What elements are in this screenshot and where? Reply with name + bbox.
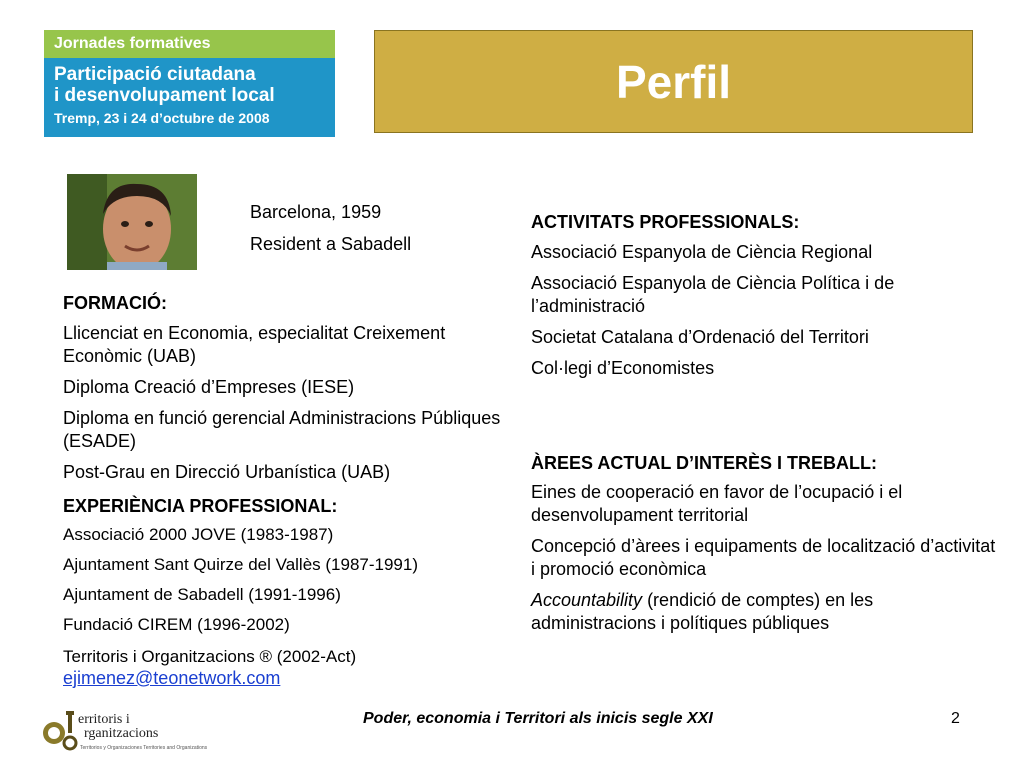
formacio-list — [63, 322, 503, 484]
portrait-icon — [67, 174, 197, 270]
experiencia-heading: EXPERIÈNCIA PROFESSIONAL: — [63, 496, 338, 516]
footer-title: Poder, economia i Territori als inicis segle XXI — [363, 710, 713, 727]
arees-list — [531, 481, 1001, 635]
list-item: Territoris i Organitzacions ® (2002-Act) — [63, 647, 357, 666]
list-item: Associació Espanyola de Ciència Regional — [531, 242, 873, 262]
accountability-term: Accountability — [531, 590, 643, 610]
page-number: 2 — [951, 710, 960, 727]
logo-tagline: Territorios y Organizaciones Territories and Organizations — [80, 745, 208, 751]
list-item: Concepció d’àrees i equipaments de localització d’activitat i promoció econòmica — [531, 536, 996, 579]
page-title: Perfil — [615, 55, 732, 108]
list-item: Diploma Creació d’Empreses (IESE) — [63, 377, 355, 397]
list-item: Ajuntament Sant Quirze del Vallès (1987-1991) — [63, 555, 418, 574]
banner-title-line2: i desenvolupament local — [54, 85, 275, 106]
experiencia-list — [63, 523, 503, 689]
bio-resident: Resident a Sabadell — [250, 234, 412, 254]
activitats-heading: ACTIVITATS PROFESSIONALS: — [531, 212, 800, 232]
list-item: Llicenciat en Economia, especialitat Creixement Econòmic (UAB) — [63, 323, 446, 366]
logo-line2: rganitzacions — [84, 726, 159, 741]
list-item: Associació Espanyola de Ciència Política i de l’administració — [531, 273, 895, 316]
formacio-heading: FORMACIÓ: — [63, 293, 167, 313]
banner-top-label: Jornades formatives — [44, 30, 335, 58]
list-item: Diploma en funció gerencial Administracions Públiques (ESADE) — [63, 408, 501, 451]
bio-born: Barcelona, 1959 — [250, 202, 382, 222]
list-item: Post-Grau en Direcció Urbanística (UAB) — [63, 462, 391, 482]
banner-title — [44, 58, 335, 106]
title-box — [374, 30, 973, 133]
arees-heading: ÀREES ACTUAL D’INTERÈS I TREBALL: — [531, 453, 878, 473]
list-item: Ajuntament de Sabadell (1991-1996) — [63, 585, 341, 604]
list-item: Fundació CIREM (1996-2002) — [63, 615, 290, 634]
organization-logo-icon — [40, 703, 235, 753]
list-item: Societat Catalana d’Ordenació del Territori — [531, 327, 869, 347]
logo-line1: erritoris i — [78, 712, 130, 727]
profile-photo — [67, 174, 197, 270]
banner-date: Tremp, 23 i 24 d’octubre de 2008 — [54, 110, 270, 126]
list-item: Col·legi d’Economistes — [531, 358, 715, 378]
event-banner — [44, 30, 335, 137]
list-item: Eines de cooperació en favor de l’ocupació i el desenvolupament territorial — [531, 482, 903, 525]
email-link[interactable]: ejimenez@teonetwork.com — [63, 668, 281, 688]
list-item: Associació 2000 JOVE (1983-1987) — [63, 525, 334, 544]
banner-title-line1: Participació ciutadana — [54, 64, 256, 85]
accountability-rest: (rendició de comptes) en les administracions i polítiques públiques — [531, 590, 874, 633]
activitats-list — [531, 241, 1001, 380]
list-item-accountability — [531, 589, 1001, 635]
footer-logo — [40, 703, 235, 753]
